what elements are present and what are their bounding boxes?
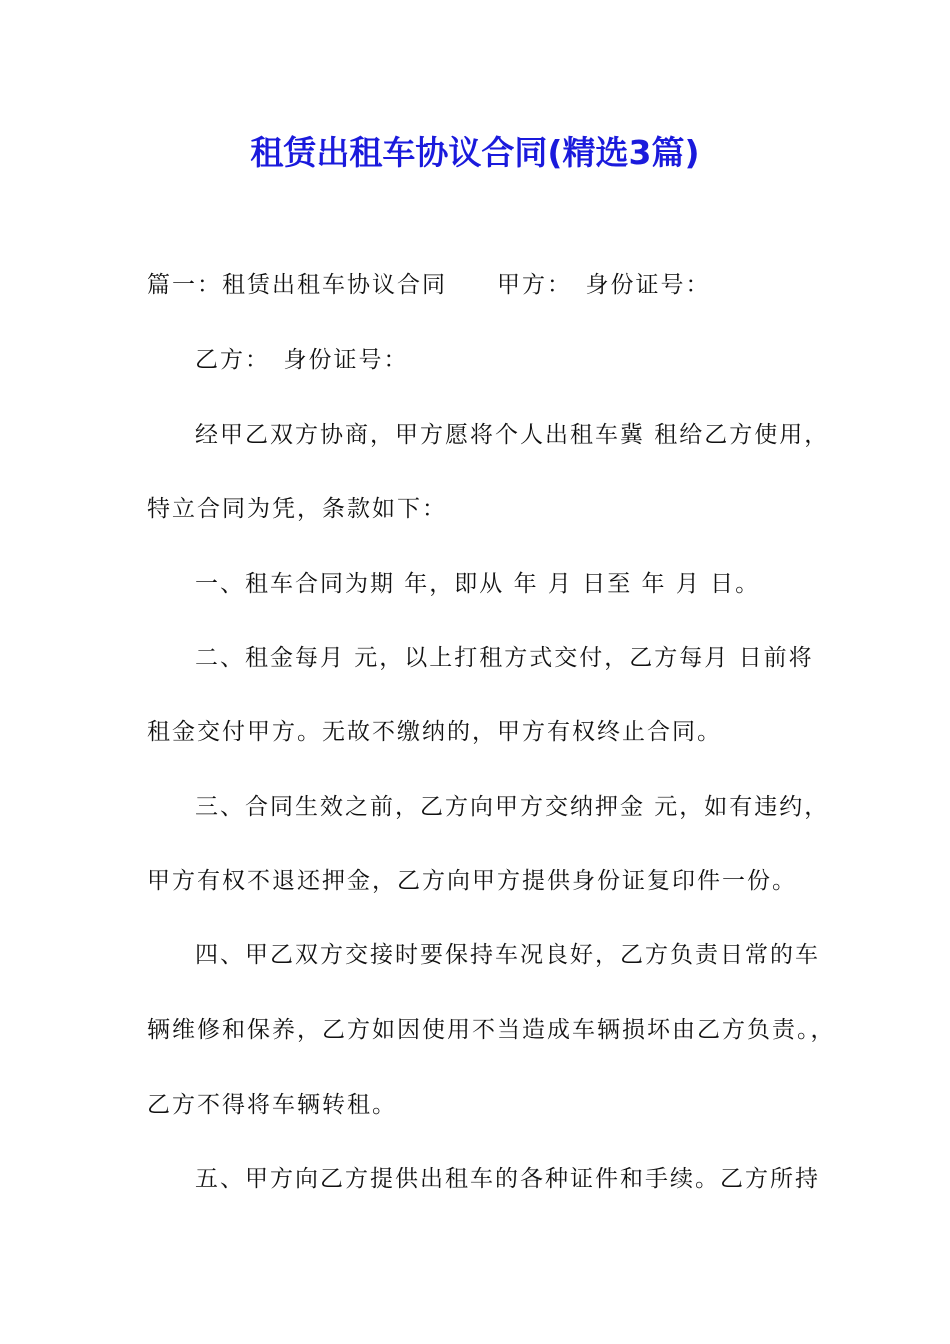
clause-2-line: 二、租金每月 元，以上打租方式交付，乙方每月 日前将 xyxy=(195,645,814,671)
clause-5-line: 五、甲方向乙方提供出租车的各种证件和手续。乙方所持 xyxy=(195,1166,820,1192)
clause-3-line: 三、合同生效之前，乙方向甲方交纳押金 元，如有违约， xyxy=(195,794,830,820)
party-b-line: 乙方： 身份证号： xyxy=(195,347,409,373)
clause-3-line: 甲方有权不退还押金，乙方向甲方提供身份证复印件一份。 xyxy=(147,868,797,894)
clause-2-line: 租金交付甲方。无故不缴纳的，甲方有权终止合同。 xyxy=(147,719,722,745)
document-title: 租赁出租车协议合同(精选3篇) xyxy=(250,133,700,172)
clause-4-line: 辆维修和保养，乙方如因使用不当造成车辆损坏由乙方负责。， xyxy=(147,1017,836,1043)
clause-4-line: 乙方不得将车辆转租。 xyxy=(147,1092,397,1118)
preamble-line: 经甲乙双方协商，甲方愿将个人出租车冀 租给乙方使用， xyxy=(195,422,830,448)
clause-4-line: 四、甲乙双方交接时要保持车况良好，乙方负责日常的车 xyxy=(195,942,820,968)
clause-1-line: 一、租车合同为期 年，即从 年 月 日至 年 月 日。 xyxy=(195,571,761,597)
preamble-line: 特立合同为凭，条款如下： xyxy=(147,496,447,522)
section-heading-line: 篇一：租赁出租车协议合同 甲方： 身份证号： xyxy=(147,272,711,298)
